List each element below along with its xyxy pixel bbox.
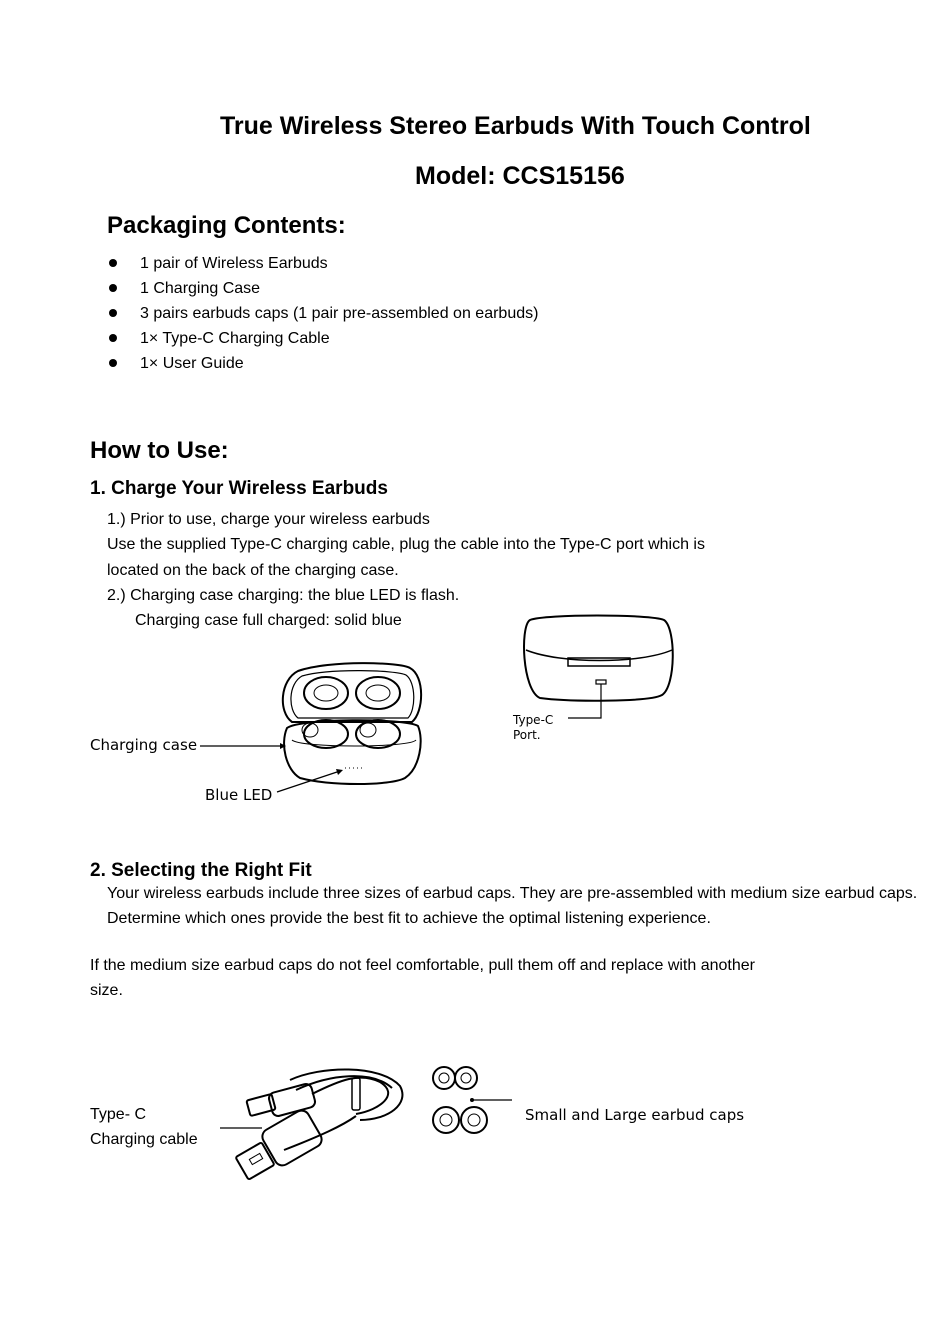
model-number: Model: CCS15156 — [415, 162, 625, 190]
section-2-line-1: Your wireless earbuds include three sizes of earbud caps. They are pre-assembled with medium size earbud caps. — [107, 885, 918, 902]
step-1-line-2: Use the supplied Type-C charging cable, plug the cable into the Type-C port which is — [107, 536, 705, 553]
fit-paragraph-line-2: size. — [90, 982, 123, 999]
document-title: True Wireless Stereo Earbuds With Touch Control — [220, 112, 811, 140]
charging-case-open-illustration — [283, 663, 421, 784]
step-2-line-2: Charging case full charged: solid blue — [135, 612, 402, 629]
blue-led-label: Blue LED — [205, 786, 273, 804]
list-item: 1× Type-C Charging Cable — [140, 330, 330, 347]
earbud-caps-label: Small and Large earbud caps — [525, 1106, 745, 1124]
list-item: 1 Charging Case — [140, 280, 261, 297]
charging-case-label: Charging case — [90, 736, 198, 754]
step-2: 2.) Charging case charging: the blue LED is flash. — [107, 587, 460, 604]
step-1: 1.) Prior to use, charge your wireless earbuds — [107, 511, 430, 528]
type-c-label: Type-C — [513, 713, 554, 727]
list-item: 1 pair of Wireless Earbuds — [140, 255, 328, 272]
port-label: Port. — [513, 728, 541, 742]
charging-cable-label: Charging cable — [90, 1131, 198, 1148]
blue-led-leader-line — [277, 771, 340, 792]
section-1-heading: 1. Charge Your Wireless Earbuds — [90, 478, 388, 499]
charging-case-back-illustration — [524, 616, 673, 701]
list-item: 3 pairs earbuds caps (1 pair pre-assembled on earbuds) — [140, 305, 539, 322]
how-to-use-heading: How to Use: — [90, 437, 229, 464]
list-item: 1× User Guide — [140, 355, 244, 372]
step-1-line-3: located on the back of the charging case. — [107, 562, 399, 579]
type-c-cable-label: Type- C — [90, 1106, 147, 1123]
section-2-heading: 2. Selecting the Right Fit — [90, 860, 312, 881]
section-2-line-2: Determine which ones provide the best fit to achieve the optimal listening experience. — [107, 910, 711, 927]
type-c-cable-illustration — [236, 1069, 403, 1179]
fit-paragraph-line-1: If the medium size earbud caps do not feel comfortable, pull them off and replace with another — [90, 957, 755, 974]
packaging-heading: Packaging Contents: — [107, 212, 346, 239]
